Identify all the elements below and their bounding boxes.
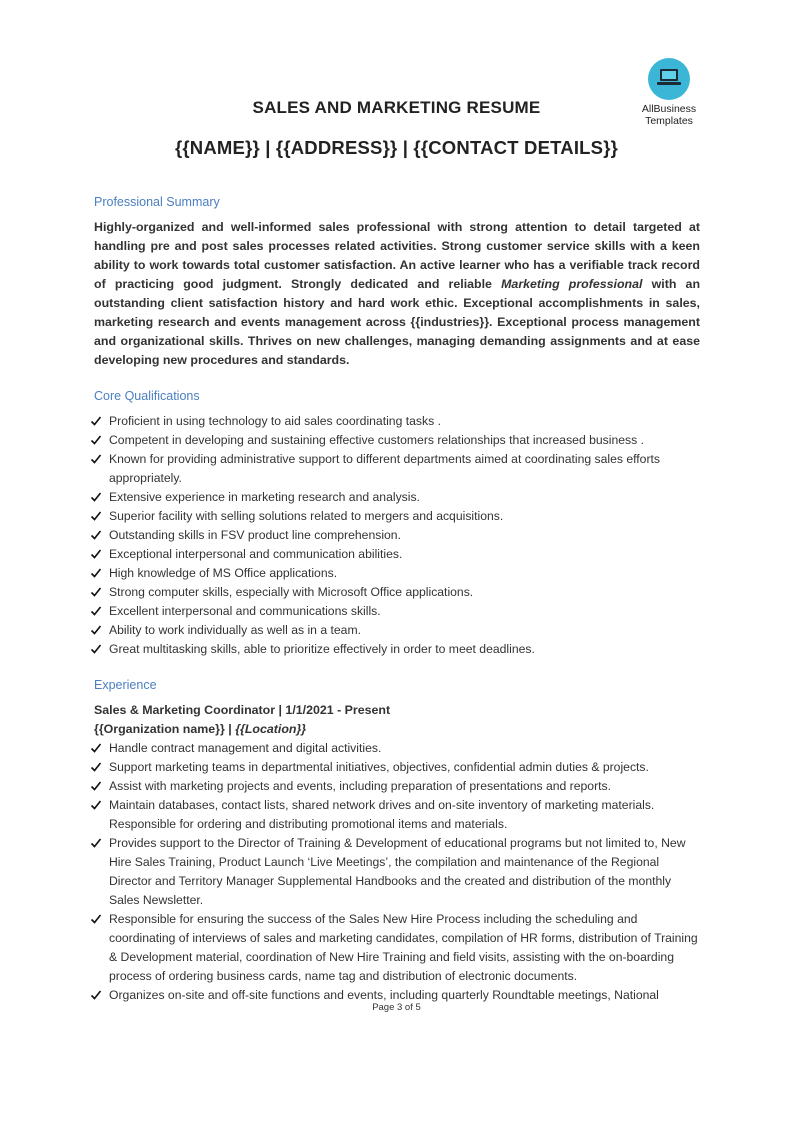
checkmark-icon (90, 453, 102, 465)
list-item-text: High knowledge of MS Office applications. (109, 566, 338, 580)
checkmark-icon (90, 989, 102, 1001)
checkmark-icon (90, 510, 102, 522)
summary-text-before: Highly-organized and well-informed sales professional with strong attention to detail targeted at handling pre and post sales processes related activities. Strong customer service skills with a keen ability to work towards total customer satisfaction. An active learner who has a verifiable track record of practicing good judgment. Strongly dedicated and reliable (94, 220, 700, 291)
list-item-text: Organizes on-site and off-site functions and events, including quarterly Roundtable meetings, National (109, 988, 659, 1002)
list-item-text: Outstanding skills in FSV product line comprehension. (109, 528, 401, 542)
list-item-text: Support marketing teams in departmental initiatives, objectives, confidential admin duties & projects. (109, 760, 649, 774)
list-item (94, 583, 700, 602)
page-number: Page 3 of 5 (372, 1002, 421, 1013)
list-item-text: Assist with marketing projects and events, including preparation of presentations and reports. (109, 779, 611, 793)
checkmark-icon (90, 491, 102, 503)
list-item-text: Strong computer skills, especially with Microsoft Office applications. (109, 585, 474, 599)
list-item-text: Superior facility with selling solutions related to mergers and acquisitions. (109, 509, 504, 523)
list-item-text: Provides support to the Director of Training & Development of educational programs but not limited to, New Hire Sales Training, Product Launch ‘Live Meetings’, the compilation and maintenance of the Regional Director and Territory Manager Supplemental Handbooks and the created and distribution of the monthly Sales Newsletter. (109, 836, 686, 907)
list-item-text: Responsible for ensuring the success of the Sales New Hire Process including the scheduling and coordinating of interviews of sales and marketing candidates, compilation of HR forms, distribution of Training & Development material, coordination of New Hire Training and field visits, assisting with the on-boarding process of ordering business cards, name tag and distribution of electronic documents. (109, 912, 698, 983)
list-item-text: Handle contract management and digital activities. (109, 741, 382, 755)
checkmark-icon (90, 624, 102, 636)
checkmark-icon (90, 799, 102, 811)
list-item (94, 431, 700, 450)
resume-subtitle: {{NAME}} | {{ADDRESS}} | {{CONTACT DETAILS}} (175, 137, 618, 158)
summary-paragraph (94, 218, 700, 370)
checkmark-icon (90, 548, 102, 560)
list-item-text: Extensive experience in marketing research and analysis. (109, 490, 420, 504)
list-item (94, 545, 700, 564)
list-item-text: Proficient in using technology to aid sales coordinating tasks . (109, 414, 441, 428)
checkmark-icon (90, 434, 102, 446)
list-item-text: Excellent interpersonal and communications skills. (109, 604, 381, 618)
checkmark-icon (90, 529, 102, 541)
list-item (94, 621, 700, 640)
list-item (94, 450, 700, 488)
checkmark-icon (90, 643, 102, 655)
list-item-text: Competent in developing and sustaining effective customers relationships that increased business . (109, 433, 644, 447)
logo-line-1: AllBusiness (641, 103, 697, 115)
checkmark-icon (90, 780, 102, 792)
experience-list (94, 739, 700, 1005)
logo-line-2: Templates (645, 115, 693, 127)
list-item (94, 758, 700, 777)
list-item (94, 602, 700, 621)
job-title: Sales & Marketing Coordinator | 1/1/2021 - Present (94, 703, 391, 717)
list-item (94, 796, 700, 834)
list-item-text: Exceptional interpersonal and communication abilities. (109, 547, 403, 561)
qualifications-heading: Core Qualifications (94, 389, 200, 403)
checkmark-icon (90, 586, 102, 598)
list-item-text: Known for providing administrative support to different departments aimed at coordinating sales efforts appropriately. (109, 452, 660, 485)
list-item-text: Maintain databases, contact lists, shared network drives and on-site inventory of marketing materials. Responsible for ordering and distributing promotional items and materials. (109, 798, 655, 831)
resume-body (94, 194, 700, 1023)
summary-text-after: with an outstanding client satisfaction history and hard work ethic. Exceptional accomplishments in sales, marketing research and events management across {{industries}}. Exceptional process management and organizational skills. Thrives on new challenges, managing demanding assignments and at ease developing new procedures and standards. (94, 277, 701, 367)
resume-title: SALES AND MARKETING RESUME (252, 98, 541, 117)
list-item-text: Ability to work individually as well as in a team. (109, 623, 361, 637)
list-item (94, 910, 700, 986)
checkmark-icon (90, 761, 102, 773)
qualifications-list (94, 412, 700, 659)
list-item (94, 739, 700, 758)
checkmark-icon (90, 913, 102, 925)
list-item-text: Great multitasking skills, able to prioritize effectively in order to meet deadlines. (109, 642, 535, 656)
laptop-icon (648, 58, 690, 100)
checkmark-icon (90, 605, 102, 617)
list-item (94, 412, 700, 431)
summary-italic: Marketing professional (501, 277, 643, 291)
checkmark-icon (90, 415, 102, 427)
list-item (94, 564, 700, 583)
job-location: {{Location}} (235, 722, 307, 736)
checkmark-icon (90, 837, 102, 849)
list-item (94, 488, 700, 507)
checkmark-icon (90, 742, 102, 754)
list-item (94, 507, 700, 526)
job-organization (94, 720, 700, 739)
list-item (94, 777, 700, 796)
list-item (94, 834, 700, 910)
checkmark-icon (90, 567, 102, 579)
list-item (94, 526, 700, 545)
experience-heading: Experience (94, 678, 157, 692)
org-name: {{Organization name}} | (94, 722, 236, 736)
list-item (94, 640, 700, 659)
summary-heading: Professional Summary (94, 195, 220, 209)
